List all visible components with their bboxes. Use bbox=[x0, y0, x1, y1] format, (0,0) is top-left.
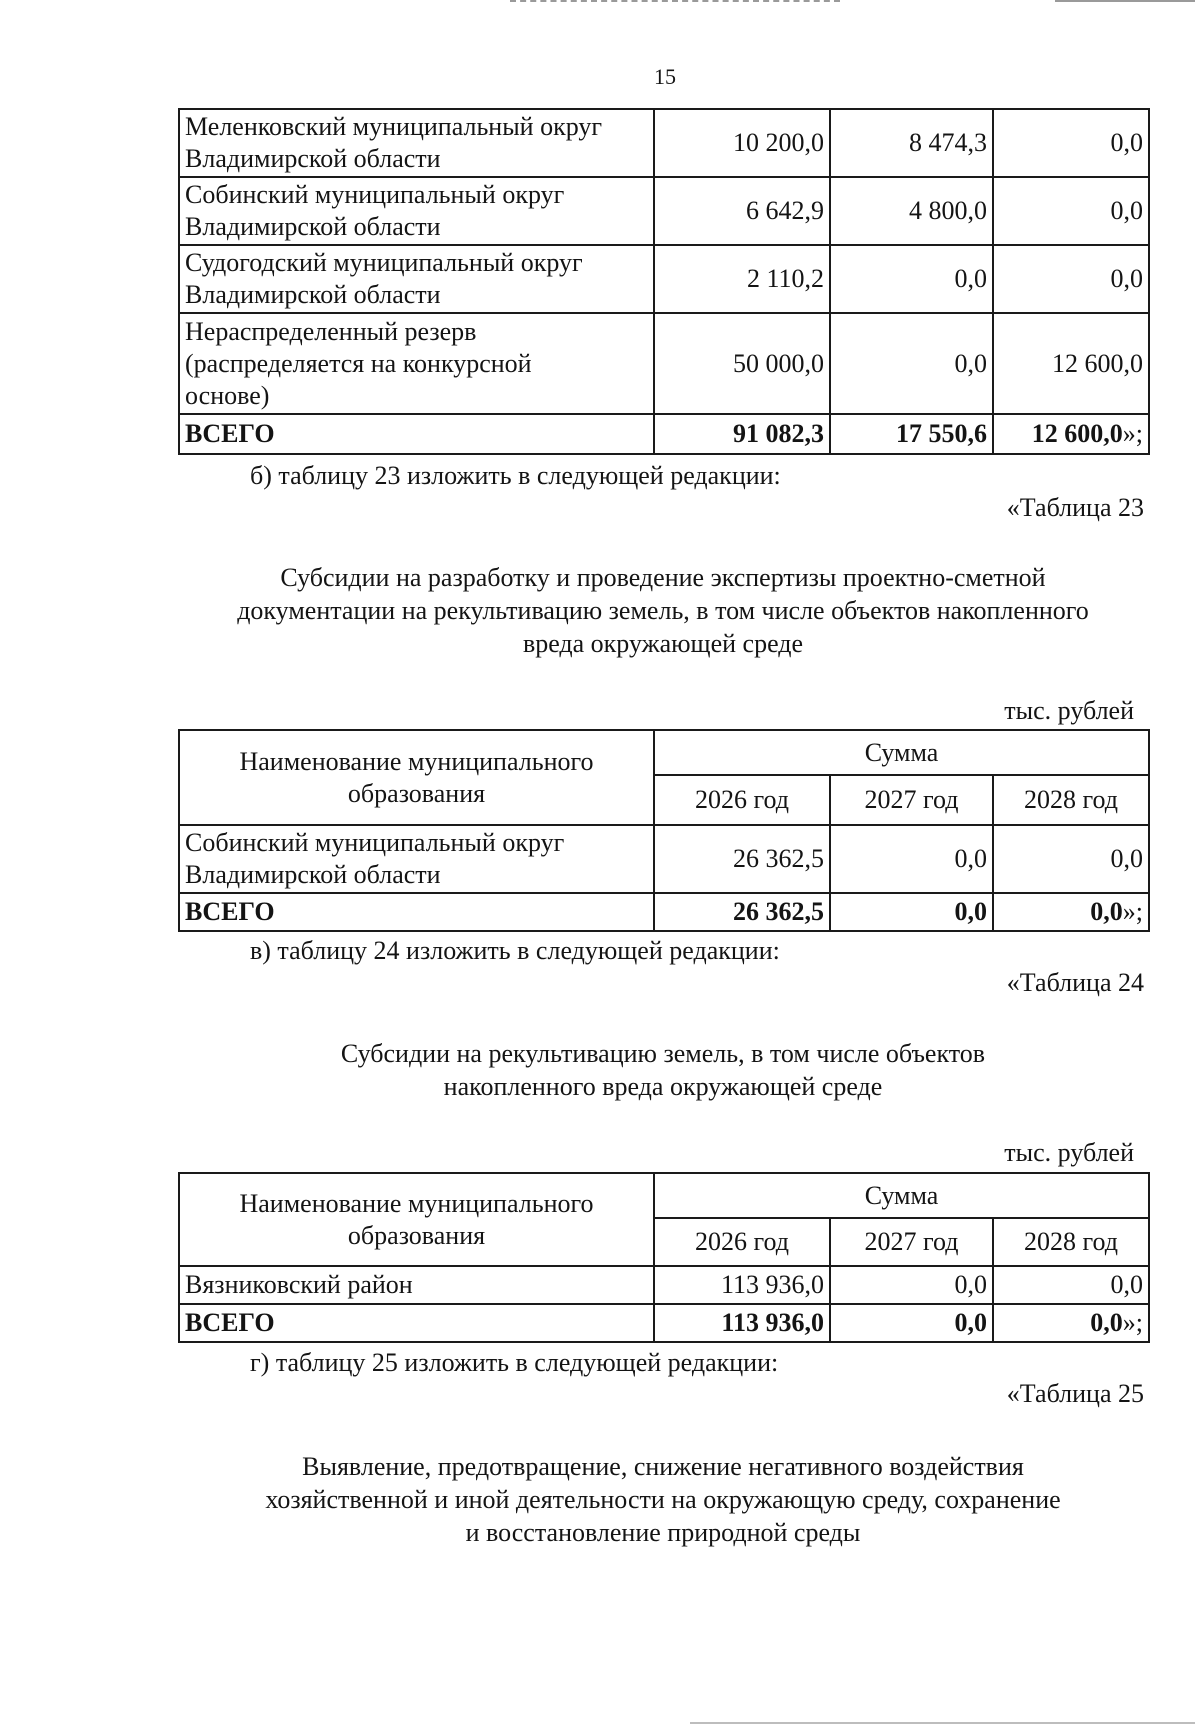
value-2028: 0,0 bbox=[993, 109, 1149, 177]
header-year-2027: 2027 год bbox=[830, 775, 993, 825]
total-2028: 0,0»; bbox=[993, 1304, 1149, 1342]
row-name: Меленковский муниципальный округ Владимирской области bbox=[179, 109, 654, 177]
heading-line: хозяйственной и иной деятельности на окружающую среду, сохранение bbox=[265, 1485, 1061, 1514]
scan-artifact-top bbox=[510, 0, 840, 5]
instruction-v: в) таблицу 24 изложить в следующей редакции: bbox=[250, 936, 780, 965]
value-2027: 4 800,0 bbox=[830, 177, 993, 245]
value-2027: 0,0 bbox=[830, 1266, 993, 1304]
header-name: Наименование муниципального образования bbox=[179, 1173, 654, 1266]
total-row bbox=[179, 893, 1149, 931]
table-row bbox=[179, 825, 1149, 893]
value-2027: 0,0 bbox=[830, 245, 993, 313]
scan-artifact-bottom bbox=[690, 1722, 1195, 1724]
value-2028: 0,0 bbox=[993, 825, 1149, 893]
value-2028: 0,0 bbox=[993, 245, 1149, 313]
total-label: ВСЕГО bbox=[179, 893, 654, 931]
total-row bbox=[179, 414, 1149, 454]
units-label: тыс. рублей bbox=[1004, 1138, 1134, 1167]
header-sum: Сумма bbox=[654, 1173, 1149, 1218]
header-year-2028: 2028 год bbox=[993, 775, 1149, 825]
table-23 bbox=[178, 729, 1150, 932]
total-2026: 113 936,0 bbox=[654, 1304, 830, 1342]
value-2026: 26 362,5 bbox=[654, 825, 830, 893]
heading-table-25 bbox=[178, 1450, 1148, 1549]
table-row bbox=[179, 1266, 1149, 1304]
total-2028: 0,0»; bbox=[993, 893, 1149, 931]
instruction-b: б) таблицу 23 изложить в следующей редакции: bbox=[250, 461, 781, 490]
row-name: Собинский муниципальный округ Владимирской области bbox=[179, 177, 654, 245]
header-sum: Сумма bbox=[654, 730, 1149, 775]
row-name: Судогодский муниципальный округ Владимирской области bbox=[179, 245, 654, 313]
value-2027: 8 474,3 bbox=[830, 109, 993, 177]
table-row bbox=[179, 245, 1149, 313]
value-2027: 0,0 bbox=[830, 825, 993, 893]
total-2026: 91 082,3 bbox=[654, 414, 830, 454]
value-2026: 50 000,0 bbox=[654, 313, 830, 414]
value-2028: 0,0 bbox=[993, 177, 1149, 245]
heading-line: документации на рекультивацию земель, в том числе объектов накопленного bbox=[237, 596, 1089, 625]
closing-quote: »; bbox=[1122, 419, 1143, 448]
instruction-g: г) таблицу 25 изложить в следующей редакции: bbox=[250, 1348, 779, 1377]
heading-line: и восстановление природной среды bbox=[465, 1518, 861, 1547]
page-number: 15 bbox=[654, 64, 676, 89]
heading-line: Субсидии на рекультивацию земель, в том числе объектов bbox=[340, 1039, 986, 1068]
table-label-23: «Таблица 23 bbox=[1006, 493, 1144, 522]
closing-quote: »; bbox=[1122, 897, 1144, 926]
header-name: Наименование муниципального образования bbox=[179, 730, 654, 825]
table-row bbox=[179, 177, 1149, 245]
total-2027: 0,0 bbox=[830, 1304, 993, 1342]
heading-table-23 bbox=[178, 561, 1148, 660]
heading-line: накопленного вреда окружающей среде bbox=[443, 1072, 883, 1101]
row-name: Нераспределенный резерв (распределяется на конкурсной основе) bbox=[179, 313, 654, 414]
value-2028: 0,0 bbox=[993, 1266, 1149, 1304]
total-2026: 26 362,5 bbox=[654, 893, 830, 931]
value-2026: 10 200,0 bbox=[654, 109, 830, 177]
heading-line: вреда окружающей среде bbox=[522, 629, 804, 658]
heading-table-24 bbox=[178, 1037, 1148, 1103]
total-label: ВСЕГО bbox=[179, 1304, 654, 1342]
closing-quote: »; bbox=[1122, 1308, 1144, 1337]
header-row bbox=[179, 730, 1149, 775]
table-row bbox=[179, 109, 1149, 177]
table-row bbox=[179, 313, 1149, 414]
table-continuation bbox=[178, 108, 1150, 455]
header-row bbox=[179, 1173, 1149, 1218]
units-label: тыс. рублей bbox=[1004, 696, 1134, 725]
heading-line: Выявление, предотвращение, снижение негативного воздействия bbox=[302, 1452, 1024, 1481]
header-year-2026: 2026 год bbox=[654, 1218, 830, 1266]
table-label-24: «Таблица 24 bbox=[1006, 968, 1144, 997]
header-year-2028: 2028 год bbox=[993, 1218, 1149, 1266]
heading-line: Субсидии на разработку и проведение экспертизы проектно-сметной bbox=[280, 563, 1046, 592]
total-2027: 17 550,6 bbox=[830, 414, 993, 454]
value-2026: 6 642,9 bbox=[654, 177, 830, 245]
total-2027: 0,0 bbox=[830, 893, 993, 931]
total-row bbox=[179, 1304, 1149, 1342]
value-2028: 12 600,0 bbox=[993, 313, 1149, 414]
header-year-2026: 2026 год bbox=[654, 775, 830, 825]
header-year-2027: 2027 год bbox=[830, 1218, 993, 1266]
table-24 bbox=[178, 1172, 1150, 1343]
row-name: Вязниковский район bbox=[179, 1266, 654, 1304]
total-label: ВСЕГО bbox=[179, 414, 654, 454]
value-2027: 0,0 bbox=[830, 313, 993, 414]
value-2026: 113 936,0 bbox=[654, 1266, 830, 1304]
value-2026: 2 110,2 bbox=[654, 245, 830, 313]
scan-artifact-top-right bbox=[1055, 0, 1195, 5]
total-2028: 12 600,0»; bbox=[993, 414, 1149, 454]
row-name: Собинский муниципальный округ Владимирской области bbox=[179, 825, 654, 893]
table-label-25: «Таблица 25 bbox=[1006, 1379, 1144, 1408]
